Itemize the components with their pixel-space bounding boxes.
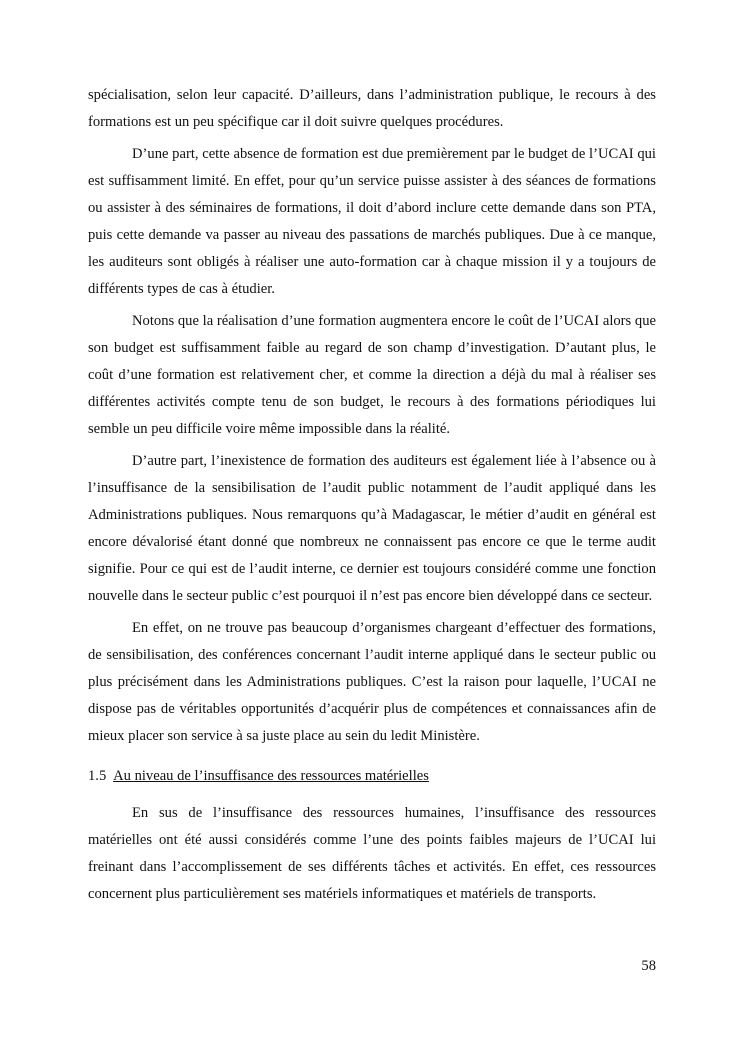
section-heading	[88, 763, 656, 790]
paragraph-continuation: spécialisation, selon leur capacité. D’ailleurs, dans l’administration publique, le recours à des formations est un peu spécifique car il doit suivre quelques procédures.	[88, 87, 656, 130]
paragraph-material-resources: En sus de l’insuffisance des ressources humaines, l’insuffisance des ressources matérielles ont été aussi considérés comme l’une des points faibles majeurs de l’UCAI lui freinant dans l’accomplissement de ses différents tâches et activités. En effet, ces ressources concernent plus particulièrement ses matériels informatiques et matériels de transports.	[88, 805, 656, 902]
section-number: 1.5	[88, 768, 107, 784]
paragraph-awareness: D’autre part, l’inexistence de formation des auditeurs est également liée à l’absence ou à l’insuffisance de la sensibilisation de l’audit public notamment de l’audit appliqué dans les Administrations publiques. Nous remarquons qu’à Madagascar, le métier d’audit en général est encore dévalorisé étant donné que nombreux ne connaissent pas encore ce que le terme audit signifie. Pour ce qui est de l’audit interne, ce dernier est toujours considéré comme une fonction nouvelle dans le secteur public c’est pourquoi il n’est pas encore bien développé dans ce secteur.	[88, 453, 656, 604]
paragraph-budget: D’une part, cette absence de formation est due premièrement par le budget de l’UCAI qui est suffisamment limité. En effet, pour qu’un service puisse assister à des séances de formations ou assister à des séminaires de formations, il doit d’abord inclure cette demande dans son PTA, puis cette demande va passer au niveau des passations de marchés publiques. Due à ce manque, les auditeurs sont obligés à réaliser une auto-formation car à chaque mission il y a toujours de différents types de cas à étudier.	[88, 146, 656, 297]
paragraph-organisms: En effet, on ne trouve pas beaucoup d’organismes chargeant d’effectuer des formations, de sensibilisation, des conférences concernant l’audit interne appliqué dans le secteur public ou plus précisément dans les Administrations publiques. C’est la raison pour laquelle, l’UCAI ne dispose pas de véritables opportunités d’acquérir plus de compétences et connaissances afin de mieux placer son service à sa juste place au sein du ledit Ministère.	[88, 620, 656, 744]
body-text	[88, 82, 656, 913]
section-title: Au niveau de l’insuffisance des ressources matérielles	[113, 768, 429, 784]
paragraph-cost: Notons que la réalisation d’une formation augmentera encore le coût de l’UCAI alors que son budget est suffisamment faible au regard de son champ d’investigation. D’autant plus, le coût d’une formation est relativement cher, et comme la direction a déjà du mal à réaliser ses différentes activités compte tenu de son budget, le recours à des formations périodiques lui semble un peu difficile voire même impossible dans la réalité.	[88, 313, 656, 437]
page-number: 58	[641, 958, 656, 974]
